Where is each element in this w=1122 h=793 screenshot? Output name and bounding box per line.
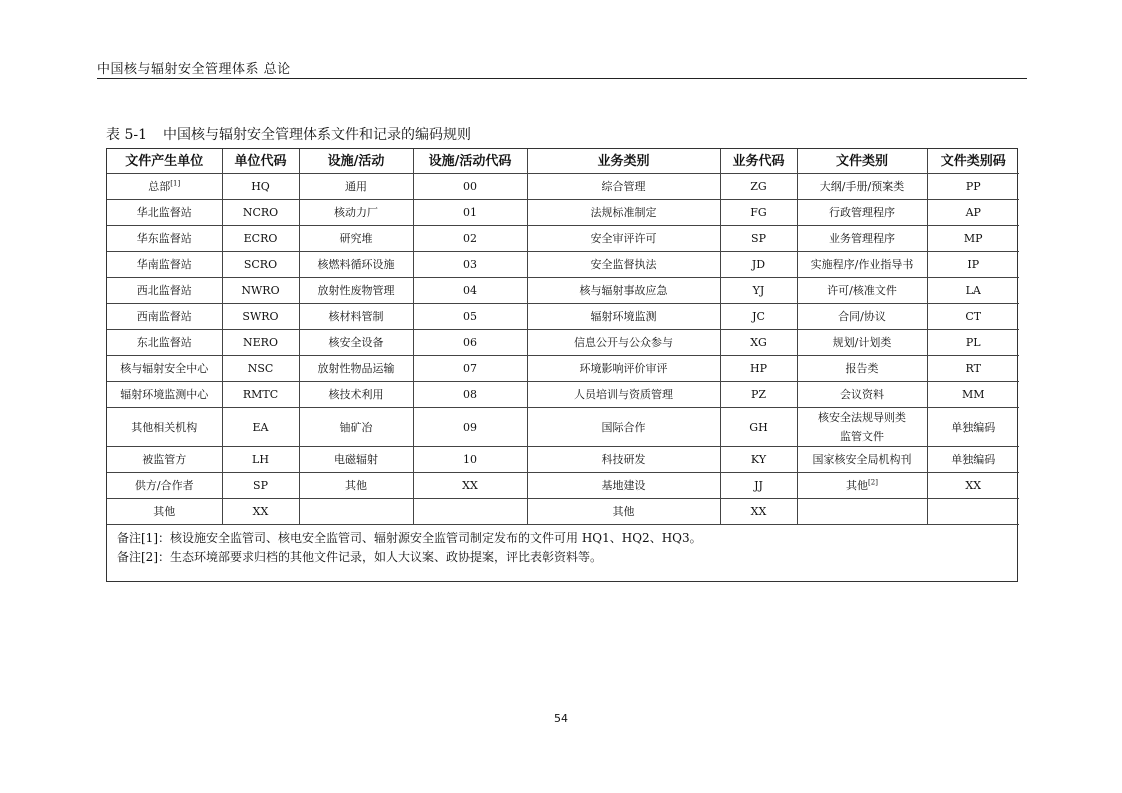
cell-facility-code: 10	[413, 447, 527, 473]
cell-doc-code: CT	[927, 304, 1019, 330]
table-notes	[107, 525, 1017, 581]
cell-doc-code: AP	[927, 200, 1019, 226]
cell-facility-code: 03	[413, 252, 527, 278]
cell-business-code: FG	[720, 200, 797, 226]
cell-business: 人员培训与资质管理	[527, 382, 720, 408]
column-header-facility: 设施/活动	[299, 149, 413, 174]
cell-facility: 核安全设备	[299, 330, 413, 356]
cell-facility-code: 07	[413, 356, 527, 382]
cell-facility: 其他	[299, 473, 413, 499]
cell-unit: 总部[1]	[107, 174, 222, 200]
cell-unit: 西北监督站	[107, 278, 222, 304]
coding-rules-table-frame	[106, 148, 1018, 582]
cell-doc-type: 会议资料	[797, 382, 927, 408]
column-header-unit-code: 单位代码	[222, 149, 299, 174]
running-header: 中国核与辐射安全管理体系 总论	[97, 62, 291, 77]
header-divider	[97, 78, 1027, 79]
cell-unit-code: EA	[222, 408, 299, 447]
cell-business-code: YJ	[720, 278, 797, 304]
cell-facility: 通用	[299, 174, 413, 200]
cell-business: 安全监督执法	[527, 252, 720, 278]
cell-facility: 核动力厂	[299, 200, 413, 226]
column-header-business-code: 业务代码	[720, 149, 797, 174]
cell-unit-code: XX	[222, 499, 299, 525]
cell-unit: 华南监督站	[107, 252, 222, 278]
cell-business-code: KY	[720, 447, 797, 473]
cell-doc-type: 大纲/手册/预案类	[797, 174, 927, 200]
cell-doc-code	[927, 499, 1019, 525]
note-1: 备注[1]：核设施安全监管司、核电安全监管司、辐射源安全监管司制定发布的文件可用 HQ1、HQ2、HQ3。	[117, 531, 702, 545]
cell-facility: 铀矿冶	[299, 408, 413, 447]
table-number: 表 5-1	[106, 127, 147, 143]
cell-doc-code: RT	[927, 356, 1019, 382]
cell-facility: 研究堆	[299, 226, 413, 252]
column-header-doc-type: 文件类别	[797, 149, 927, 174]
cell-doc-code: PP	[927, 174, 1019, 200]
cell-business-code: HP	[720, 356, 797, 382]
table-row	[107, 382, 1019, 408]
page-number: 54	[554, 712, 568, 725]
cell-business: 基地建设	[527, 473, 720, 499]
cell-business: 安全审评许可	[527, 226, 720, 252]
cell-unit-code: NWRO	[222, 278, 299, 304]
cell-doc-code: XX	[927, 473, 1019, 499]
cell-facility-code: 09	[413, 408, 527, 447]
cell-doc-type	[797, 499, 927, 525]
cell-unit-code: HQ	[222, 174, 299, 200]
table-row	[107, 499, 1019, 525]
cell-unit: 供方/合作者	[107, 473, 222, 499]
cell-unit: 西南监督站	[107, 304, 222, 330]
cell-business-code: ZG	[720, 174, 797, 200]
table-row	[107, 473, 1019, 499]
cell-unit-code: NERO	[222, 330, 299, 356]
cell-facility: 核燃料循环设施	[299, 252, 413, 278]
cell-unit-code: ECRO	[222, 226, 299, 252]
table-row	[107, 252, 1019, 278]
doc-type-line: 监管文件	[840, 430, 884, 443]
cell-doc-code: IP	[927, 252, 1019, 278]
cell-business-code: PZ	[720, 382, 797, 408]
cell-facility-code: 05	[413, 304, 527, 330]
cell-doc-type: 合同/协议	[797, 304, 927, 330]
column-header-unit: 文件产生单位	[107, 149, 222, 174]
cell-business: 综合管理	[527, 174, 720, 200]
cell-business-code: JC	[720, 304, 797, 330]
table-title: 中国核与辐射安全管理体系文件和记录的编码规则	[163, 127, 471, 143]
cell-doc-type: 许可/核准文件	[797, 278, 927, 304]
table-row	[107, 447, 1019, 473]
footnote-ref: [2]	[868, 478, 878, 487]
coding-rules-table	[107, 149, 1019, 525]
table-caption	[106, 124, 471, 144]
column-header-business: 业务类别	[527, 149, 720, 174]
cell-doc-type: 报告类	[797, 356, 927, 382]
cell-business: 辐射环境监测	[527, 304, 720, 330]
cell-unit-code: NSC	[222, 356, 299, 382]
cell-facility-code: 08	[413, 382, 527, 408]
cell-doc-type: 业务管理程序	[797, 226, 927, 252]
cell-facility	[299, 499, 413, 525]
cell-facility: 放射性物品运输	[299, 356, 413, 382]
note-2: 备注[2]：生态环境部要求归档的其他文件记录，如人大议案、政协提案，评比表彰资料等。	[117, 550, 603, 564]
cell-facility-code: 02	[413, 226, 527, 252]
cell-business: 信息公开与公众参与	[527, 330, 720, 356]
cell-business-code: JD	[720, 252, 797, 278]
cell-unit: 华北监督站	[107, 200, 222, 226]
cell-unit: 华东监督站	[107, 226, 222, 252]
cell-business-code: JJ	[720, 473, 797, 499]
cell-business-code: GH	[720, 408, 797, 447]
cell-doc-type	[797, 408, 927, 447]
cell-doc-type: 其他[2]	[797, 473, 927, 499]
cell-facility: 电磁辐射	[299, 447, 413, 473]
column-header-facility-code: 设施/活动代码	[413, 149, 527, 174]
cell-doc-type: 行政管理程序	[797, 200, 927, 226]
cell-business: 其他	[527, 499, 720, 525]
cell-unit-code: LH	[222, 447, 299, 473]
table-row	[107, 304, 1019, 330]
cell-facility-code: 01	[413, 200, 527, 226]
cell-unit-code: SCRO	[222, 252, 299, 278]
cell-facility-code	[413, 499, 527, 525]
cell-unit: 核与辐射安全中心	[107, 356, 222, 382]
cell-unit-code: SP	[222, 473, 299, 499]
cell-facility: 放射性废物管理	[299, 278, 413, 304]
cell-unit: 辐射环境监测中心	[107, 382, 222, 408]
cell-business-code: SP	[720, 226, 797, 252]
cell-business-code: XX	[720, 499, 797, 525]
cell-doc-type: 实施程序/作业指导书	[797, 252, 927, 278]
table-row	[107, 356, 1019, 382]
cell-business-code: XG	[720, 330, 797, 356]
cell-facility: 核材料管制	[299, 304, 413, 330]
cell-business: 科技研发	[527, 447, 720, 473]
cell-facility: 核技术利用	[299, 382, 413, 408]
cell-business: 国际合作	[527, 408, 720, 447]
table-row	[107, 174, 1019, 200]
cell-business: 法规标准制定	[527, 200, 720, 226]
cell-unit-code: NCRO	[222, 200, 299, 226]
cell-unit: 其他	[107, 499, 222, 525]
cell-doc-type: 规划/计划类	[797, 330, 927, 356]
cell-unit: 东北监督站	[107, 330, 222, 356]
cell-doc-code: MP	[927, 226, 1019, 252]
cell-doc-type: 国家核安全局机构刊	[797, 447, 927, 473]
doc-type-line: 核安全法规导则类	[818, 411, 906, 424]
table-row	[107, 278, 1019, 304]
cell-doc-code: LA	[927, 278, 1019, 304]
cell-doc-code: PL	[927, 330, 1019, 356]
cell-unit-code: SWRO	[222, 304, 299, 330]
cell-unit-code: RMTC	[222, 382, 299, 408]
cell-facility-code: 04	[413, 278, 527, 304]
cell-doc-code: 单独编码	[927, 447, 1019, 473]
cell-facility-code: 06	[413, 330, 527, 356]
table-row	[107, 226, 1019, 252]
table-row	[107, 408, 1019, 447]
cell-unit: 其他相关机构	[107, 408, 222, 447]
table-row	[107, 330, 1019, 356]
cell-business: 核与辐射事故应急	[527, 278, 720, 304]
cell-doc-code: 单独编码	[927, 408, 1019, 447]
cell-doc-code: MM	[927, 382, 1019, 408]
cell-unit: 被监管方	[107, 447, 222, 473]
cell-facility-code: 00	[413, 174, 527, 200]
cell-facility-code: XX	[413, 473, 527, 499]
column-header-doc-code: 文件类别码	[927, 149, 1019, 174]
table-row	[107, 200, 1019, 226]
table-header-row	[107, 149, 1019, 174]
cell-business: 环境影响评价审评	[527, 356, 720, 382]
footnote-ref: [1]	[170, 179, 181, 188]
